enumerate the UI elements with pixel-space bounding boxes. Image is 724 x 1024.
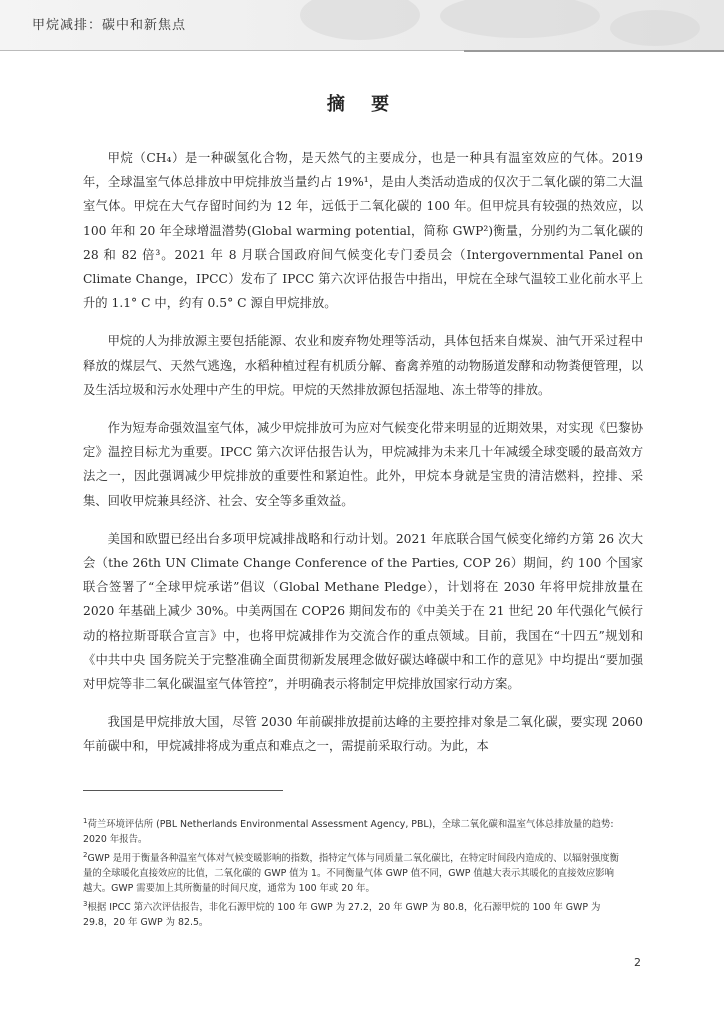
footnote-mark: 2 — [83, 851, 88, 860]
footnotes — [83, 814, 623, 931]
page-header — [0, 0, 724, 50]
footnote — [83, 848, 623, 896]
body-paragraph: 甲烷的人为排放源主要包括能源、农业和废弃物处理等活动，具体包括来自煤炭、油气开采过程中释放的煤层气、天然气逃逸，水稻种植过程有机质分解、畜禽养殖的动物肠道发酵和动物粪便管理，以及生活垃圾和污水处理中产生的甲烷。甲烷的天然排放源包括湿地、冻土带等的排放。 — [83, 334, 643, 397]
footnote-mark: 3 — [83, 900, 88, 909]
footnote-text: 荷兰环境评估所 (PBL Netherlands Environmental Assessment Agency, PBL)，全球二氧化碳和温室气体总排放量的趋势: 2020 年报告。 — [83, 819, 614, 846]
footnote-text: GWP 是用于衡量各种温室气体对气候变暖影响的指数，指特定气体与同质量二氧化碳比，在特定时间段内造成的、以辐射强度衡量的全球暖化直接效应的比值，二氧化碳的 GWP 值为 1。不同衡量气体 GWP 值不同，GWP 值越大表示其暖化的直接效应影响越大。GWP 需要加上其所衡量的时间尺度，通常为 100 年或 20 年。 — [83, 853, 619, 895]
page-number: 2 — [634, 956, 641, 969]
footnote-separator — [83, 790, 283, 791]
footnote-mark: 1 — [83, 817, 88, 825]
main-content — [83, 90, 643, 773]
world-map-decoration — [440, 0, 600, 38]
body-paragraph: 我国是甲烷排放大国，尽管 2030 年前碳排放提前达峰的主要控排对象是二氧化碳，要实现 2060 年前碳中和，甲烷减排将成为重点和难点之一，需提前采取行动。为此，本 — [83, 715, 643, 754]
footnote — [83, 897, 623, 930]
body-paragraph: 美国和欧盟已经出台多项甲烷减排战略和行动计划。2021 年底联合国气候变化缔约方第 26 次大会（the 26th UN Climate Change Conference of the Parties, COP 26）期间，约 100 个国家联合签署了“全球甲烷承诺”倡议（Global Methane Pledge），计划将在 2030 年将甲烷排放量在 2020 年基础上减少 30%。中美两国在 COP26 期间发布的《中美关于在 21 世纪 20 年代强化气候行动的格拉斯哥联合宣言》中，也将甲烷减排作为交流合作的重点领域。目前，我国在“十四五”规划和《中共中央 国务院关于完整准确全面贯彻新发展理念做好碳达峰碳中和工作的意见》中均提出“要加强对甲烷等非二氧化碳温室气体管控”，并明确表示将制定甲烷排放国家行动方案。 — [83, 531, 643, 692]
world-map-decoration — [610, 10, 700, 46]
footnote — [83, 814, 623, 847]
footnote-text: 根据 IPCC 第六次评估报告，非化石源甲烷的 100 年 GWP 为 27.2，20 年 GWP 为 80.8，化石源甲烷的 100 年 GWP 为 29.8，20 年 GWP 为 82.5。 — [83, 902, 601, 929]
body-paragraph: 作为短寿命强效温室气体，减少甲烷排放可为应对气候变化带来明显的近期效果，对实现《巴黎协定》温控目标尤为重要。IPCC 第六次评估报告认为，甲烷减排为未来几十年减缓全球变暖的最高效方法之一，因此强调减少甲烷排放的重要性和紧迫性。此外，甲烷本身就是宝贵的清洁燃料，控排、采集、回收甲烷兼具经济、社会、安全等多重效益。 — [83, 421, 643, 508]
world-map-decoration — [300, 0, 420, 40]
section-title: 摘 要 — [326, 94, 400, 115]
body-paragraph: 甲烷（CH₄）是一种碳氢化合物，是天然气的主要成分，也是一种具有温室效应的气体。2019 年，全球温室气体总排放中甲烷排放当量约占 19%¹，是由人类活动造成的仅次于二氧化碳的第二大温室气体。甲烷在大气存留时间约为 12 年，远低于二氧化碳的 100 年。但甲烷具有较强的热效应，以 100 年和 20 年全球增温潜势(Global warming potential，简称 GWP²)衡量，分别约为二氧化碳的 28 和 82 倍³。2021 年 8 月联合国政府间气候变化专门委员会（Intergovernmental Panel on Climate Change，IPCC）发布了 IPCC 第六次评估报告中指出，甲烷在全球气温较工业化前水平上升的 1.1° C 中，约有 0.5° C 源自甲烷排放。 — [83, 151, 643, 311]
header-accent-line — [464, 50, 724, 52]
header-title: 甲烷减排：碳中和新焦点 — [32, 18, 187, 33]
